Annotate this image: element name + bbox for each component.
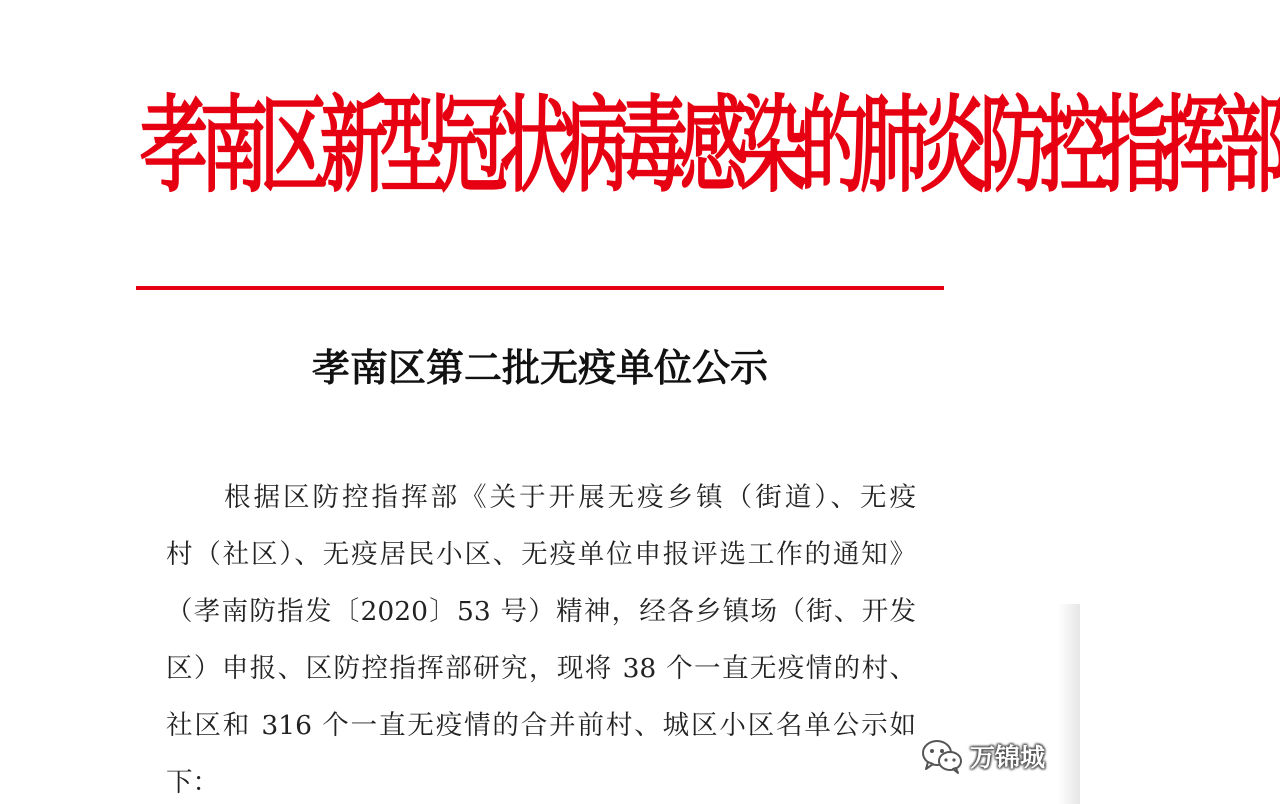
body-line-5: 社区和 316 个一直无疫情的合并前村、城区小区名单公示如 [166,710,916,741]
body-line-2: 村（社区）、无疫居民小区、无疫单位申报评选工作的通知》 [166,539,916,570]
document-title: 孝南区第二批无疫单位公示 [311,345,768,390]
body-line-6: 下： [166,767,219,798]
watermark [920,736,1045,776]
body-line-1: 根据区防控指挥部《关于开展无疫乡镇（街道）、无疫 [224,482,916,513]
wechat-icon [920,736,964,776]
watermark-text: 万锦城 [970,743,1046,772]
body-line-4: 区）申报、区防控指挥部研究，现将 38 个一直无疫情的村、 [166,653,916,684]
body-line-3: （孝南防指发〔2020〕53 号）精神，经各乡镇场（街、开发 [166,596,916,627]
page-edge-shadow [1058,604,1080,804]
red-divider-line [136,286,944,290]
issuing-authority-header: 孝南区新型冠状病毒感染的肺炎防控指挥部 [140,86,1280,209]
